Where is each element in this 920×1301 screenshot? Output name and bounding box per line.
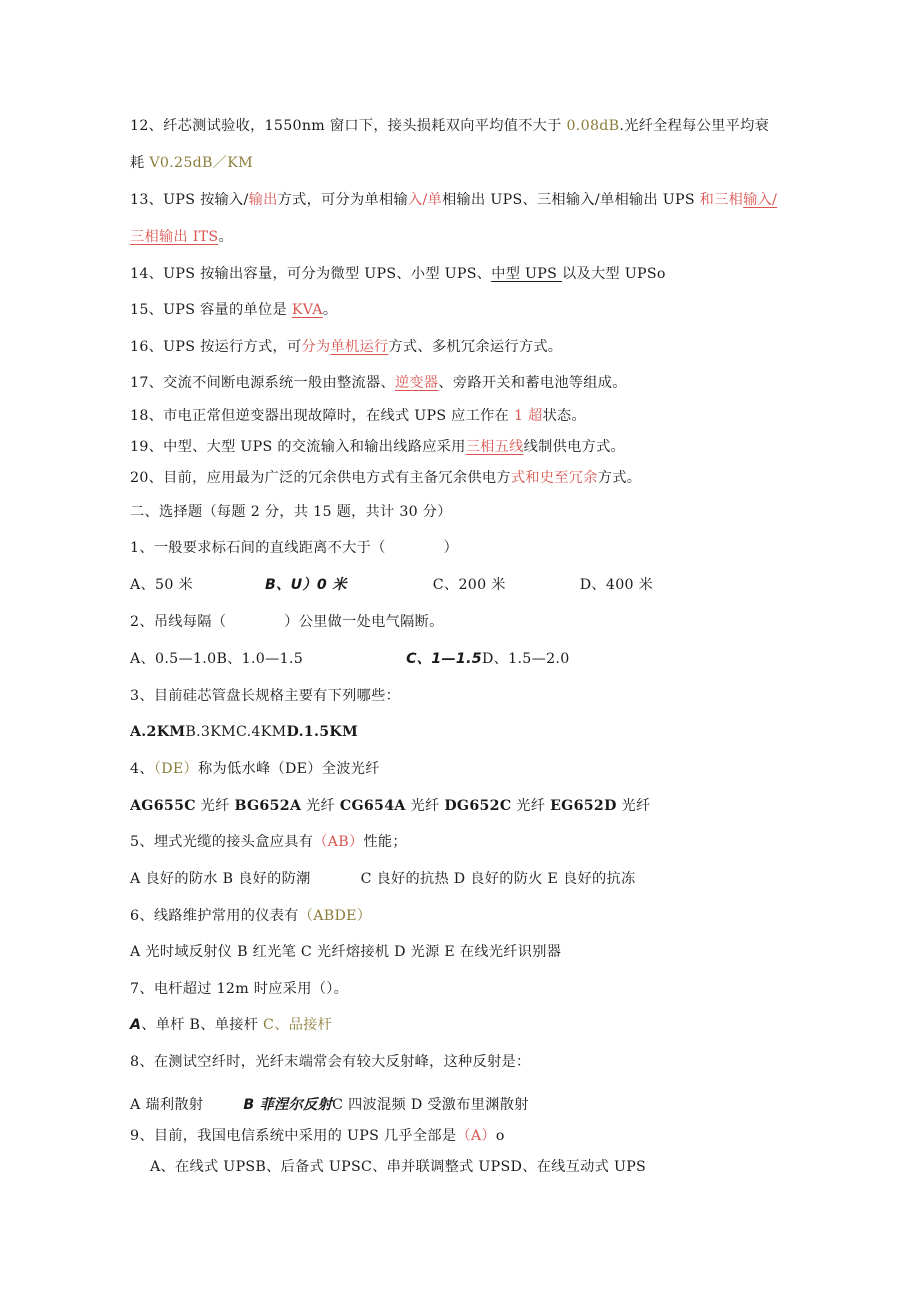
question-13-line1: 13、UPS 按输入/输出方式，可分为单相输入/单相输出 UPS、三相输入/单相输出 UPS 和三相输入/ [130,192,778,208]
choice-options-5: A 良好的防水 B 良好的防潮 C 良好的抗热 D 良好的防火 E 良好的抗冻 [130,871,636,887]
answer-text: 单机运行 [330,339,389,355]
answer-text: 1 超 [513,408,543,424]
choice-options-7: A、单杆 B、单接杆 C、品接杆 [130,1017,333,1033]
choice-options-6: A 光时域反射仪 B 红光笔 C 光纤熔接机 D 光源 E 在线光纤识别器 [130,944,562,960]
answer-text: 和三相 [699,192,744,208]
answer-text: C、品接杆 [263,1017,333,1033]
answer-text: （DE） [153,761,199,777]
question-14: 14、UPS 按输出容量，可分为微型 UPS、小型 UPS、中型 UPS 以及大型 UPSo [130,266,666,282]
answer-text: 输出 [248,192,278,208]
choice-question-3: 3、目前硅芯管盘长规格主要有下列哪些： [130,688,401,704]
choice-options-9: A、在线式 UPSB、后备式 UPSC、串并联调整式 UPSD、在线互动式 UPS [150,1159,647,1175]
question-17: 17、交流不间断电源系统一般由整流器、逆变器、旁路开关和蓄电池等组成。 [130,375,627,391]
answer-text: （ABDE） [298,908,372,924]
answer-text: （A） [456,1128,496,1144]
option-c: C、1—1.5 [406,651,482,667]
section-heading: 二、选择题（每题 2 分，共 15 题，共计 30 分） [130,504,452,520]
option-a: A.2KM [130,724,186,740]
question-12-line2: 耗 V0.25dB／KM [130,155,253,171]
question-20: 20、目前，应用最为广泛的冗余供电方式有主备冗余供电方式和史至冗余方式。 [130,470,642,486]
question-16: 16、UPS 按运行方式，可分为单机运行方式、多机冗余运行方式。 [130,339,563,355]
choice-question-1: 1、一般要求标石间的直线距离不大于（ ） [130,540,459,556]
choice-options-2 [130,649,570,669]
choice-options-8: A 瑞利散射 B 菲涅尔反射C 四波混频 D 受激布里渊散射 [130,1097,529,1113]
answer-text: 入/单 [408,192,443,208]
answer-text: 三相输出 ITS [130,229,219,245]
answer-text: B 菲涅尔反射 [243,1097,333,1113]
choice-question-9: 9、目前，我国电信系统中采用的 UPS 几乎全部是（A）o [130,1128,505,1144]
answer-text: 式和史至冗余 [510,470,598,486]
option-d: D、1.5—2.0 [481,651,570,667]
choice-options-3 [130,722,358,742]
answer-text: V0.25dB／KM [149,155,253,171]
option-c: C、200 米 [432,577,506,593]
choice-options-4: AG655C 光纤 BG652A 光纤 CG654A 光纤 DG652C 光纤 EG652D 光纤 [130,798,651,814]
choice-question-7: 7、电杆超过 12m 时应采用（）。 [130,981,349,997]
option-bc: B.3KMC.4KM [185,724,287,740]
option-ab: A、0.5—1.0B、1.0—1.5 [130,651,304,667]
option-a: A、50 米 [130,577,193,593]
question-12-line1: 12、纤芯测试验收，1550nm 窗口下，接头损耗双向平均值不大于 0.08dB.光纤全程每公里平均衰 [130,118,770,134]
choice-options-1 [130,575,653,595]
choice-question-5: 5、埋式光缆的接头盒应具有（AB）性能； [130,834,407,850]
choice-question-8: 8、在测试空纤时，光纤末端常会有较大反射峰，这种反射是： [130,1054,531,1070]
answer-text: KVA [291,302,323,318]
question-19: 19、中型、大型 UPS 的交流输入和输出线路应采用三相五线线制供电方式。 [130,439,626,455]
answer-text: 三相五线 [465,439,524,455]
option-d: D、400 米 [579,577,654,593]
answer-text: 0.08dB [566,118,620,134]
answer-text: 逆变器 [394,375,439,391]
answer-text: 分为 [301,339,331,355]
choice-question-6: 6、线路维护常用的仪表有（ABDE） [130,908,372,924]
choice-question-4: 4、（DE）称为低水峰（DE）全波光纤 [130,761,380,777]
answer-text: 输入/ [743,192,778,208]
answer-text: 中型 UPS [491,266,562,282]
choice-question-2: 2、吊线每隔（ ）公里做一处电气隔断。 [130,614,444,630]
option-b: B、U）0 米 [264,577,347,593]
question-15: 15、UPS 容量的单位是 KVA。 [130,302,338,318]
question-13-line2: 三相输出 ITS。 [130,229,233,245]
option-d: D.1.5KM [286,724,359,740]
question-18: 18、市电正常但逆变器出现故障时，在线式 UPS 应工作在 1 超状态。 [130,408,587,424]
answer-text: （AB） [313,834,364,850]
